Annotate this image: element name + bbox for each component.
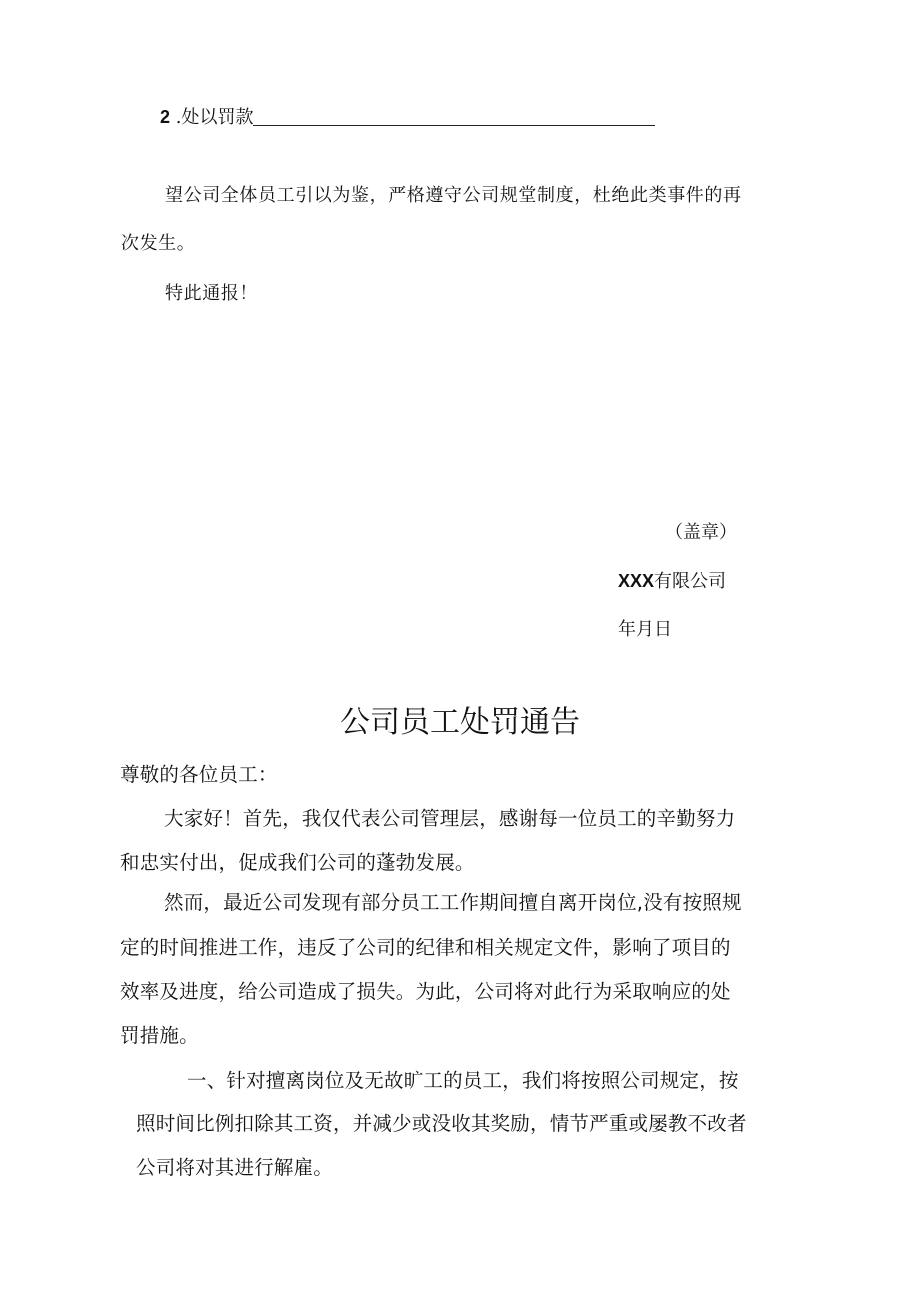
item-text: .处以罚款 [175,107,254,128]
paragraph-3-line-1: 一、针对擅离岗位及无故旷工的员工，我们将按照公司规定，按 [187,1069,739,1092]
paragraph-1-line-2: 和忠实付出，促成我们公司的蓬勃发展。 [120,851,475,874]
paragraph-2-line-1: 然而，最近公司发现有部分员工工作期间擅自离开岗位,没有按照规 [164,891,742,914]
paragraph-2-line-3: 效率及进度，给公司造成了损失。为此，公司将对此行为采取响应的处 [120,980,731,1003]
paragraph-3-line-3: 公司将对其进行解雇。 [136,1156,334,1179]
company-name [618,567,726,593]
notice-title: 公司员工处罚通告 [340,705,580,740]
paragraph-3-line-2: 照时间比例扣除其工资，并减少或没收其奖励，情节严重或屡教不改者 [136,1112,747,1135]
paragraph-2-line-2: 定的时间推进工作，违反了公司的纪律和相关规定文件，影响了项目的 [120,936,731,959]
seal-placeholder: （盖章） [665,522,737,543]
signature-date: 年月日 [618,619,672,640]
fine-amount-blank-line [253,107,655,126]
notify-closing: 特此通报！ [165,283,258,304]
warning-paragraph-line-2: 次发生。 [121,233,196,254]
company-name-prefix: XXX [618,571,655,591]
paragraph-2-line-4: 罚措施。 [120,1024,199,1047]
paragraph-1-line-1: 大家好！首先，我仅代表公司管理层，感谢每一位员工的辛勤努力 [164,807,736,830]
warning-paragraph-line-1: 望公司全体员工引以为鉴，严格遵守公司规堂制度，杜绝此类事件的再 [165,185,742,206]
penalty-item-2 [160,103,655,129]
item-number: 2 [160,107,171,127]
company-name-suffix: 有限公司 [654,571,727,592]
salutation: 尊敬的各位员工： [120,763,278,786]
